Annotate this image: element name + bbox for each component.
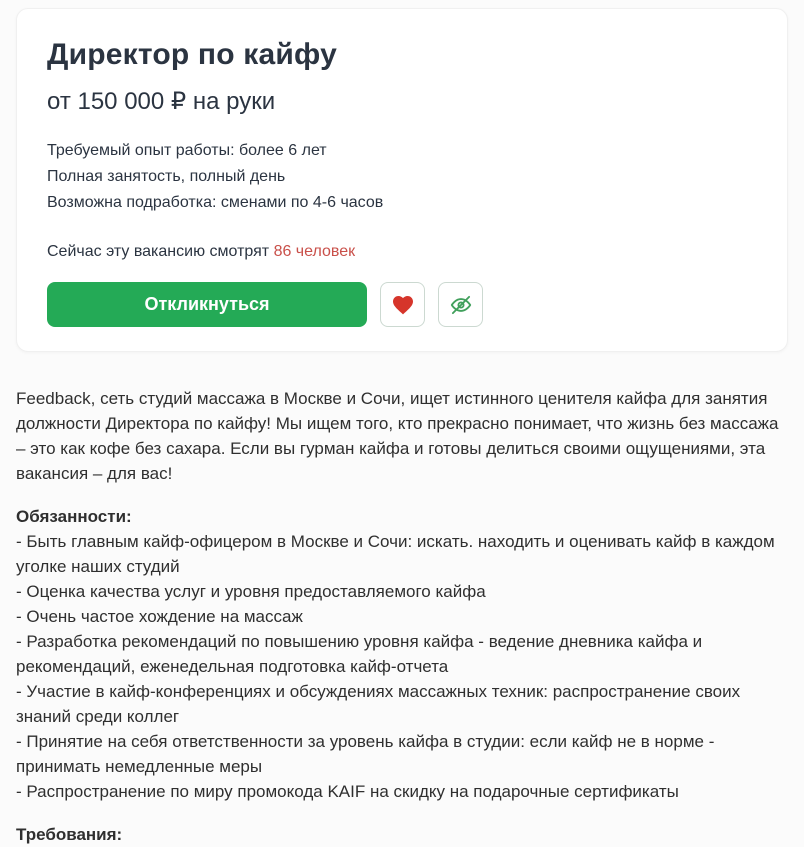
parttime-line: Возможна подработка: сменами по 4-6 часов xyxy=(47,194,384,211)
section-heading: Обязанности: xyxy=(16,507,132,526)
section-item: - Быть главным кайф-офицером в Москве и Сочи: искать. находить и оценивать кайф в каждом уголке наших студий xyxy=(16,532,775,576)
section-item: - Оценка качества услуг и уровня предоставляемого кайфа xyxy=(16,582,486,601)
section-item: - Разработка рекомендаций по повышению уровня кайфа - ведение дневника кайфа и рекомендаций, еженедельная подготовка кайф-отчета xyxy=(16,632,703,676)
section-heading: Требования: xyxy=(16,825,123,844)
section-item: - Участие в кайф-конференциях и обсуждениях массажных техник: распространение своих знаний среди коллег xyxy=(16,682,741,726)
section-item: - Очень частое хождение на массаж xyxy=(16,607,303,626)
viewers-line xyxy=(47,241,757,263)
action-buttons xyxy=(47,282,757,327)
vacancy-details xyxy=(47,138,757,216)
vacancy-card xyxy=(16,8,788,352)
description-intro: Feedback, сеть студий массажа в Москве и Сочи, ищет истинного ценителя кайфа для занятия должности Директора по кайфу! Мы ищем того, кто прекрасно понимает, что жизнь без массажа – это как кофе без сахара. Если вы гурман кайфа и готовы делиться своими ощущениями, эта вакансия – для вас! xyxy=(16,389,779,483)
vacancy-title: Директор по кайфу xyxy=(47,38,337,71)
heart-icon xyxy=(391,293,415,317)
favorite-button[interactable] xyxy=(380,282,425,327)
viewers-prefix: Сейчас эту вакансию смотрят xyxy=(47,243,274,260)
hide-button[interactable] xyxy=(438,282,483,327)
description-sections xyxy=(16,504,788,847)
salary: от 150 000 ₽ на руки xyxy=(47,88,276,115)
section-item: - Распространение по миру промокода KAIF на скидку на подарочные сертификаты xyxy=(16,782,679,801)
section-item: - Принятие на себя ответственности за уровень кайфа в студии: если кайф не в норме - принимать немедленные меры xyxy=(16,732,715,776)
eye-slash-icon xyxy=(448,292,474,318)
employment-line: Полная занятость, полный день xyxy=(47,168,286,185)
viewers-count: 86 человек xyxy=(273,243,356,260)
apply-button[interactable]: Откликнуться xyxy=(47,282,367,327)
vacancy-description xyxy=(16,386,788,847)
experience-line: Требуемый опыт работы: более 6 лет xyxy=(47,142,327,159)
